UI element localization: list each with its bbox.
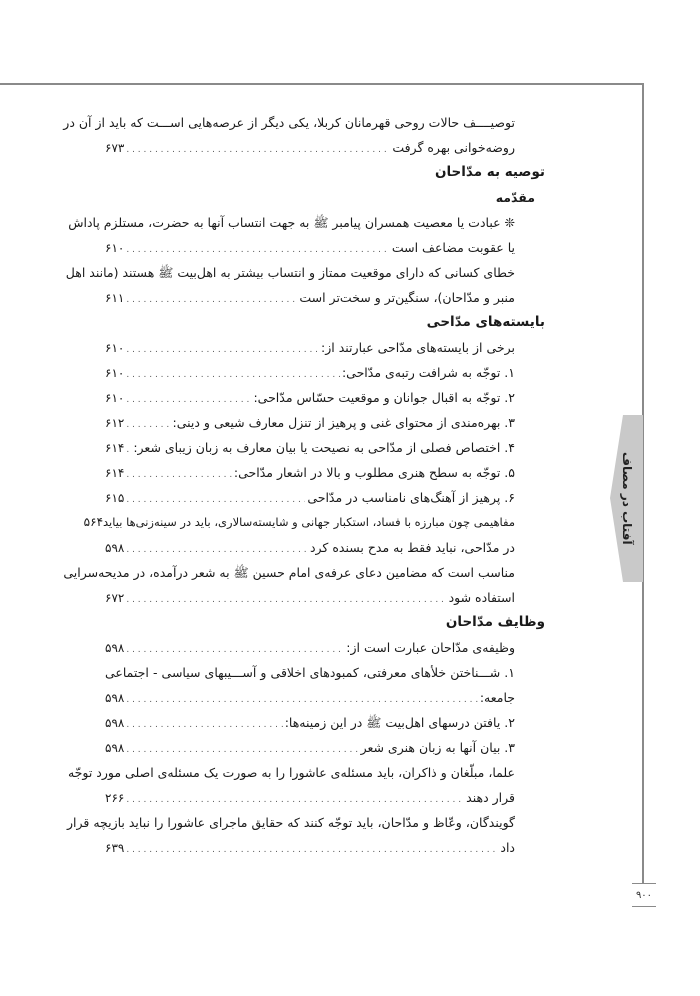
page-reference: ۲۶۶: [105, 791, 125, 805]
dot-leader: [126, 435, 131, 463]
dot-leader: [126, 485, 305, 513]
page-reference: ۶۱۲: [105, 416, 125, 430]
page-reference: ۶۷۲: [105, 591, 125, 605]
entry-text: برخی از بایسته‌های مدّاحی عبارتند از:: [321, 340, 515, 355]
page-reference: ۶۱۴: [105, 466, 125, 480]
index-entry: [105, 135, 545, 160]
index-entry: [105, 535, 545, 560]
index-entry: [105, 835, 545, 860]
entry-text: ۲. توجّه به اقبال جوانان و موقعیت حسّاس مدّاحی:: [253, 390, 515, 405]
index-entry: [105, 360, 545, 385]
index-entry: [105, 460, 545, 485]
index-entry: [105, 235, 545, 260]
entry-text: ۳. بهره‌مندی از محتوای غنی و پرهیز از تنزل معارف شیعی و دینی:: [172, 415, 515, 430]
index-entry: [105, 735, 545, 760]
dot-leader: [126, 735, 358, 763]
page-reference: ۵۶۴: [83, 515, 104, 529]
dot-leader: [126, 360, 340, 388]
page-reference: ۶۱۵: [105, 491, 125, 505]
page-reference: ۵۹۸: [105, 741, 125, 755]
index-entry: [105, 485, 545, 510]
index-entry-line: گویندگان، وعّاظ و مدّاحان، باید توجّه کنند که حقایق ماجرای عاشورا را نباید بازیچه قرار: [66, 815, 515, 830]
index-entry: [105, 635, 545, 660]
index-entry-line: مناسب است که مضامین دعای عرفه‌ی امام حسین ﷺ به شعر درآمده، در مدیحه‌سرایی: [63, 565, 515, 580]
page-reference: ۶۱۰: [105, 341, 125, 355]
page-reference: ۶۱۰: [105, 241, 125, 255]
page-number: ۹۰۰: [632, 883, 656, 907]
dot-leader: [126, 285, 297, 313]
dot-leader: [126, 535, 308, 563]
page-reference: ۶۱۴: [105, 441, 125, 455]
dot-leader: [126, 460, 232, 488]
index-entry: [105, 335, 545, 360]
subsection-heading: مقدّمه: [495, 190, 535, 205]
page-reference: ۶۱۰: [105, 391, 125, 405]
chapter-tab-label: آفتاب در مصاف: [620, 452, 634, 545]
index-content: [63, 110, 545, 860]
entry-text: ۲. یافتن درسهای اهل‌بیت ﷺ در این زمینه‌ها:: [284, 715, 515, 730]
index-entry: [105, 410, 545, 435]
dot-leader: [126, 335, 319, 363]
dot-leader: [126, 410, 170, 438]
index-entry: [105, 435, 545, 460]
section-heading: وظایف مدّاحان: [445, 614, 545, 630]
entry-text: قرار دهند: [466, 790, 515, 805]
entry-text: ۴. اختصاص فصلی از مدّاحی به نصیحت یا بیان معارف به زبان زیبای شعر:: [133, 440, 515, 455]
index-entry-line: خطای کسانی که دارای موقعیت ممتاز و انتساب بیشتر به اهل‌بیت ﷺ هستند (مانند اهل: [65, 265, 515, 280]
page-reference: ۶۳۹: [105, 841, 125, 855]
entry-text: ۱. توجّه به شرافت رتبه‌ی مدّاحی:: [341, 365, 515, 380]
entry-text: در مدّاحی، نباید فقط به مدح بسنده کرد: [309, 540, 515, 555]
page-reference: ۶۱۱: [105, 291, 125, 305]
page-reference: ۵۹۸: [105, 716, 125, 730]
section-heading: بایسته‌های مدّاحی: [426, 314, 545, 330]
index-entry: [83, 510, 545, 535]
dot-leader: [126, 785, 464, 813]
index-entry-line: ❊ عبادت یا معصیت همسران پیامبر ﷺ به جهت انتساب آنها به حضرت، مستلزم پاداش: [68, 215, 515, 230]
entry-text: جامعه:: [479, 690, 515, 705]
entry-text: ۵. توجّه به سطح هنری مطلوب و بالا در اشعار مدّاحی:: [233, 465, 515, 480]
page-reference: ۵۹۸: [105, 691, 125, 705]
section-heading: توصیه به مدّاحان: [434, 164, 545, 180]
dot-leader: [126, 710, 282, 738]
index-entry: [105, 685, 545, 710]
index-entry: [105, 710, 545, 735]
dot-leader: [126, 585, 446, 613]
dot-leader: [126, 235, 389, 263]
dot-leader: [126, 135, 390, 163]
entry-text: ۳. بیان آنها به زبان هنری شعر: [360, 740, 515, 755]
entry-text: داد: [500, 840, 515, 855]
index-entry: [105, 785, 545, 810]
dot-leader: [126, 385, 251, 413]
dot-leader: [126, 835, 498, 863]
entry-text: استفاده شود: [448, 590, 515, 605]
index-entry: [105, 385, 545, 410]
index-entry: [105, 585, 545, 610]
header-rule: [0, 83, 644, 85]
entry-text: روضه‌خوانی بهره گرفت: [392, 140, 515, 155]
dot-leader: [126, 685, 477, 713]
index-entry-line: علما، مبلّغان و ذاکران، باید مسئله‌ی عاشورا را به صورت یک مسئله‌ی اصلی مورد توجّه: [67, 765, 515, 780]
page-reference: ۶۷۳: [105, 141, 125, 155]
entry-text: مفاهیمی چون مبارزه با فساد، استکبار جهانی و شایسته‌سالاری، باید در سینه‌زنی‌ها بیاید: [103, 515, 515, 529]
index-entry-line: توصیــــف حالات روحی قهرمانان کربلا، یکی دیگر از عرصه‌هایی اســـت که باید از آن در: [63, 115, 515, 130]
entry-text: یا عقوبت مضاعف است: [391, 240, 515, 255]
dot-leader: [126, 635, 344, 663]
page-reference: ۵۹۸: [105, 541, 125, 555]
index-entry-line: ۱. شـــناختن خلأهای معرفتی، کمبودهای اخلاقی و آســـیبهای سیاسی - اجتماعی: [105, 665, 515, 680]
page-reference: ۶۱۰: [105, 366, 125, 380]
entry-text: وظیفه‌ی مدّاحان عبارت است از:: [346, 640, 515, 655]
index-entry: [105, 285, 545, 310]
page-reference: ۵۹۸: [105, 641, 125, 655]
entry-text: منبر و مدّاحان)، سنگین‌تر و سخت‌تر است: [299, 290, 515, 305]
entry-text: ۶. پرهیز از آهنگ‌های نامناسب در مدّاحی: [307, 490, 515, 505]
